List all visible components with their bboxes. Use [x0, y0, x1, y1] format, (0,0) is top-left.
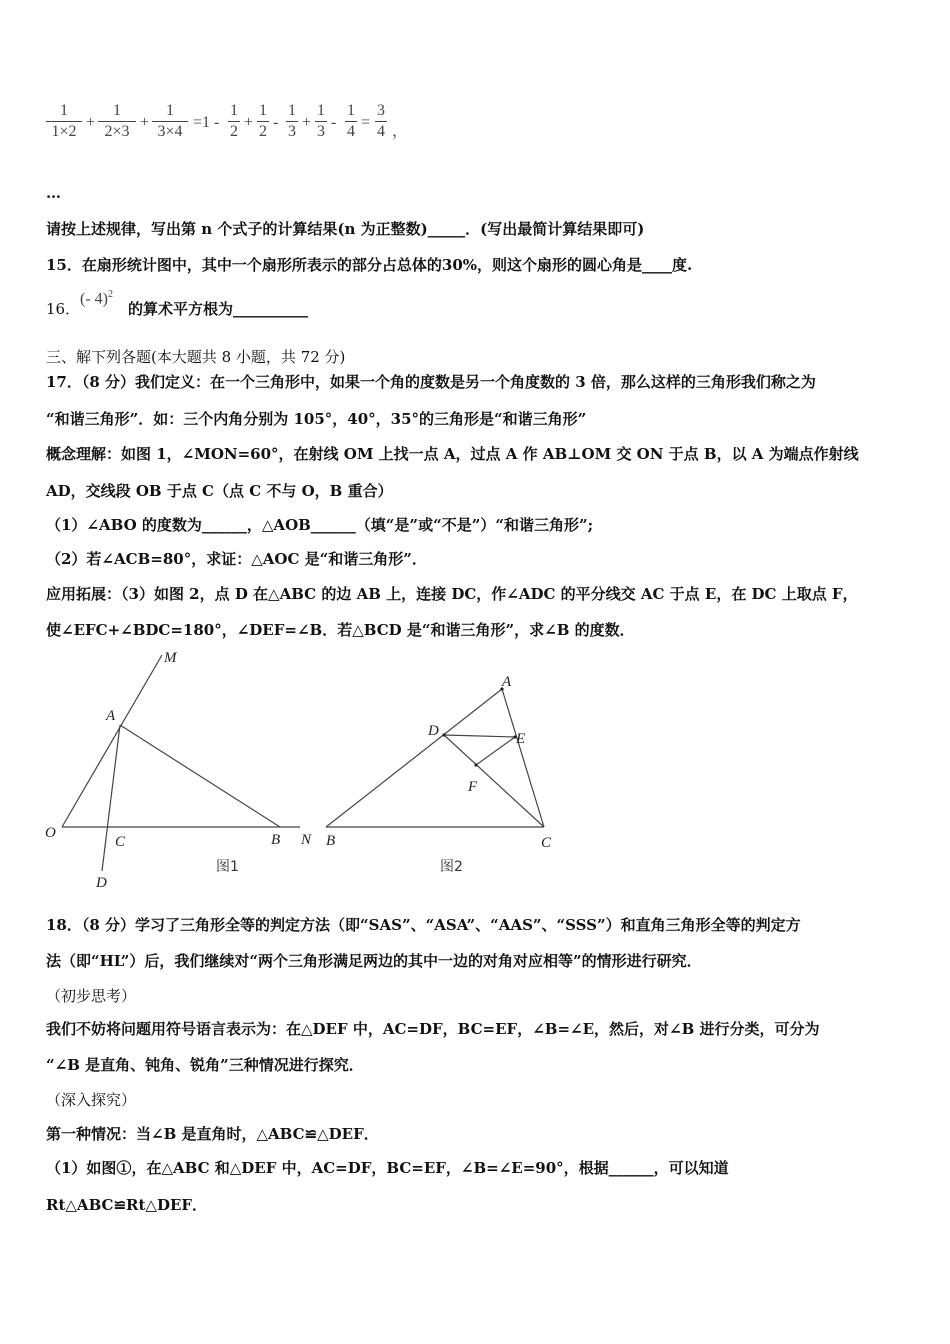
- fraction: 1 4: [347, 102, 355, 140]
- label-D: D: [96, 875, 107, 891]
- equals-one-minus: =1 -: [193, 114, 220, 131]
- q17-line1: 17．（8 分）我们定义：在一个三角形中，如果一个角的度数是另一个角度数的 3 倍，那么这样的三角形我们称之为: [46, 373, 816, 391]
- operator: -: [273, 114, 279, 131]
- q18-line3: （初步思考）: [46, 987, 137, 1005]
- operator: -: [331, 114, 337, 131]
- q18-line8: （1）如图①，在△ABC 和△DEF 中，AC=DF，BC=EF，∠B=∠E=90°，根据______，可以知道: [46, 1159, 729, 1177]
- plus-sign: +: [140, 114, 150, 131]
- q17-line5: （1）∠ABO 的度数为______，△AOB______（填“是”或“不是”）“和谐三角形”;: [46, 516, 594, 534]
- label-B: B: [271, 832, 281, 848]
- q17-line3: 概念理解：如图 1，∠MON=60°，在射线 OM 上找一点 A，过点 A 作 AB⊥OM 交 ON 于点 B，以 A 为端点作射线: [46, 445, 859, 463]
- label-N: N: [301, 832, 312, 848]
- q15-text: 15．在扇形统计图中，其中一个扇形所表示的部分占总体的30%，则这个扇形的圆心角是____度.: [46, 256, 693, 274]
- q16-number: 16．: [46, 300, 81, 318]
- q17-line4: AD，交线段 OB 于点 C（点 C 不与 O，B 重合）: [46, 482, 393, 500]
- comma: ，: [392, 123, 409, 140]
- figure-2: [320, 665, 580, 895]
- fraction: 1 3×4: [152, 102, 188, 141]
- figure-2-caption: 图2: [440, 859, 463, 875]
- operator: =: [361, 114, 371, 131]
- section-heading: 三、解下列各题(本大题共 8 小题，共 72 分): [46, 348, 346, 366]
- label-D: D: [428, 723, 439, 739]
- operator: +: [302, 114, 312, 131]
- label-A: A: [106, 708, 116, 724]
- q18-line5: “∠B 是直角、钝角、锐角”三种情况进行探究．: [46, 1056, 364, 1074]
- q17-line7: 应用拓展：（3）如图 2，点 D 在△ABC 的边 AB 上，连接 DC，作∠ADC 的平分线交 AC 于点 E，在 DC 上取点 F，: [46, 585, 858, 603]
- ellipsis: …: [46, 184, 61, 202]
- fraction: 1 3: [288, 102, 296, 140]
- figure-1: [40, 645, 330, 895]
- q17-line6: （2）若∠ACB=80°，求证：△AOC 是“和谐三角形”．: [46, 550, 427, 568]
- label-M: M: [164, 650, 177, 666]
- q18-line2: 法（即“HL”）后，我们继续对“两个三角形满足两边的其中一边的对角对应相等”的情形进行研究．: [46, 952, 702, 970]
- fraction: 3 4: [377, 102, 385, 140]
- q14-instruction: 请按上述规律，写出第 n 个式子的计算结果(n 为正整数)_____．(写出最简计算结果即可): [46, 220, 645, 238]
- point-D: [442, 733, 445, 736]
- q18-line6: （深入探究）: [46, 1091, 137, 1109]
- fraction: 1 2: [259, 102, 267, 140]
- q16-text: 的算术平方根为__________: [128, 300, 309, 318]
- plus-sign: +: [86, 114, 96, 131]
- q17-line8: 使∠EFC+∠BDC=180°，∠DEF=∠B．若△BCD 是“和谐三角形”，求∠B 的度数．: [46, 621, 635, 639]
- q17-line2: “和谐三角形”．如：三个内角分别为 105°，40°，35°的三角形是“和谐三角形”: [46, 410, 587, 428]
- q16-expression: (- 4)$^2$: [80, 289, 113, 308]
- fraction: 1 3: [317, 102, 325, 140]
- q18-line4: 我们不妨将问题用符号语言表示为：在△DEF 中，AC=DF，BC=EF，∠B=∠E，然后，对∠B 进行分类，可分为: [46, 1020, 820, 1038]
- q18-line9: Rt△ABC≌Rt△DEF．: [46, 1196, 208, 1214]
- label-C: C: [541, 835, 552, 851]
- label-O: O: [45, 825, 56, 841]
- label-E: E: [516, 731, 526, 747]
- label-B: B: [326, 833, 336, 849]
- fraction: 1 2: [230, 102, 238, 140]
- label-A: A: [502, 674, 512, 690]
- q18-line7: 第一种情况：当∠B 是直角时，△ABC≌△DEF．: [46, 1125, 379, 1143]
- fraction: 1 2×3: [98, 102, 136, 141]
- fraction: 1 1×2: [46, 102, 82, 141]
- label-C: C: [115, 834, 126, 850]
- figure-1-caption: 图1: [216, 859, 239, 875]
- label-F: F: [468, 779, 478, 795]
- q18-line1: 18．（8 分）学习了三角形全等的判定方法（即“SAS”、“ASA”、“AAS”、“SSS”）和直角三角形全等的判定方: [46, 916, 801, 934]
- operator: +: [244, 114, 254, 131]
- point-F: [474, 763, 477, 766]
